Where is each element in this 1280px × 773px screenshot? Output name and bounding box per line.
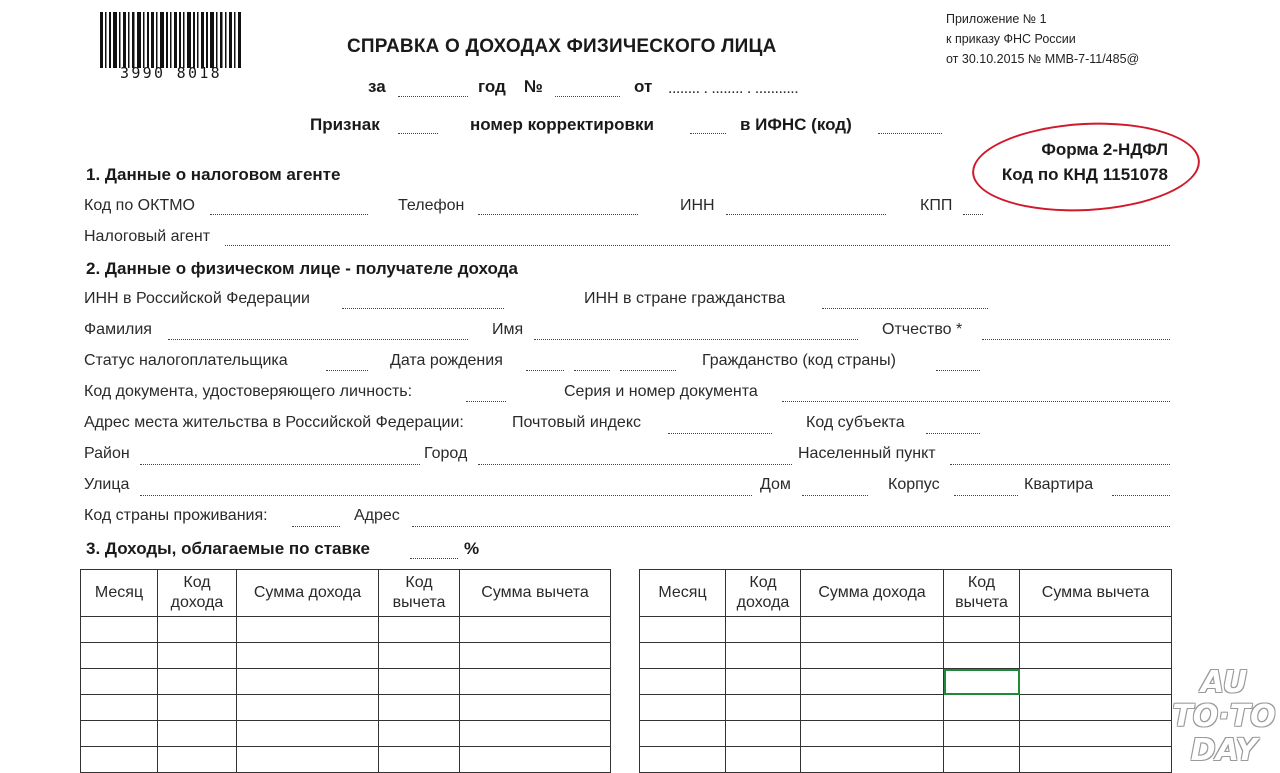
- label-street: Улица: [84, 476, 130, 493]
- table-header-row: [640, 570, 1172, 617]
- doc-series-field[interactable]: [782, 401, 1170, 402]
- table-cell[interactable]: [81, 617, 158, 643]
- table-row: [81, 617, 611, 643]
- col-header-deduction-sum: Сумма вычета: [1020, 570, 1172, 617]
- birth-day-field[interactable]: [526, 370, 564, 371]
- rate-field[interactable]: [410, 558, 458, 559]
- table-cell[interactable]: [379, 695, 460, 721]
- table-row: [640, 643, 1172, 669]
- col-header-month: Месяц: [81, 570, 158, 617]
- oktmo-field[interactable]: [210, 214, 368, 215]
- table-cell[interactable]: [460, 747, 611, 773]
- section-3-title: 3. Доходы, облагаемые по ставке: [86, 539, 370, 558]
- table-cell[interactable]: [81, 747, 158, 773]
- table-cell[interactable]: [726, 747, 801, 773]
- col-header-deduction-sum: Сумма вычета: [460, 570, 611, 617]
- table-cell[interactable]: [237, 721, 379, 747]
- label-birth-date: Дата рождения: [390, 352, 503, 369]
- label-status: Статус налогоплательщика: [84, 352, 288, 369]
- subject-code-field[interactable]: [926, 433, 980, 434]
- table-cell[interactable]: [1020, 721, 1172, 747]
- table-cell[interactable]: [379, 669, 460, 695]
- table-cell[interactable]: [460, 617, 611, 643]
- table-cell[interactable]: [81, 669, 158, 695]
- percent-sign: %: [464, 539, 480, 558]
- label-country-code: Код страны проживания:: [84, 507, 268, 524]
- citizenship-field[interactable]: [936, 370, 980, 371]
- kpp-field[interactable]: [963, 214, 983, 215]
- autotoday-watermark-logo: [1168, 666, 1280, 772]
- appendix-line-3: от 30.10.2015 № ММВ-7-11/485@: [946, 52, 1140, 66]
- table-cell[interactable]: [640, 695, 726, 721]
- barcode-digits: 3990 8018: [120, 64, 222, 82]
- table-cell[interactable]: [460, 643, 611, 669]
- label-ot: от: [634, 77, 653, 96]
- table-cell[interactable]: [801, 695, 944, 721]
- table-cell[interactable]: [379, 747, 460, 773]
- income-table-left: [80, 569, 611, 773]
- label-name: Имя: [492, 321, 524, 338]
- table-cell[interactable]: [640, 617, 726, 643]
- section-2-title: 2. Данные о физическом лице - получателе дохода: [86, 259, 518, 278]
- table-cell[interactable]: [801, 669, 944, 695]
- watermark-line-1: AU: [1200, 665, 1248, 700]
- table-cell[interactable]: [237, 695, 379, 721]
- phone-field[interactable]: [478, 214, 638, 215]
- table-cell[interactable]: [237, 643, 379, 669]
- number-field[interactable]: [555, 96, 620, 97]
- table-cell[interactable]: [81, 643, 158, 669]
- appendix-block: [946, 9, 1139, 69]
- priznak-field[interactable]: [398, 133, 438, 134]
- table-cell[interactable]: [237, 617, 379, 643]
- section-1-title: 1. Данные о налоговом агенте: [86, 165, 341, 184]
- table-cell[interactable]: [640, 747, 726, 773]
- city-field[interactable]: [478, 464, 792, 465]
- year-field[interactable]: [398, 96, 468, 97]
- label-inn-country: ИНН в стране гражданства: [584, 290, 786, 307]
- date-field[interactable]: ........ . ........ . ...........: [668, 80, 799, 97]
- table-header-row: [81, 570, 611, 617]
- col-header-income-code: Код дохода: [726, 570, 801, 617]
- table-cell[interactable]: [944, 617, 1020, 643]
- col-header-deduction-code: Код вычета: [379, 570, 460, 617]
- table-row: [81, 695, 611, 721]
- label-inn-agent: ИНН: [680, 197, 715, 214]
- watermark-line-2: TO·TO: [1172, 699, 1276, 734]
- table-cell[interactable]: [460, 669, 611, 695]
- table-cell[interactable]: [158, 721, 237, 747]
- postal-index-field[interactable]: [668, 433, 772, 434]
- label-inn-rf: ИНН в Российской Федерации: [84, 290, 310, 307]
- table-row: [81, 747, 611, 773]
- table-cell-selected[interactable]: [944, 669, 1020, 695]
- label-tax-agent: Налоговый агент: [84, 228, 211, 245]
- table-cell[interactable]: [944, 695, 1020, 721]
- table-cell[interactable]: [1020, 669, 1172, 695]
- barcode-image: [100, 12, 242, 68]
- form-code-line-1: Форма 2-НДФЛ: [1041, 140, 1168, 159]
- label-citizenship: Гражданство (код страны): [702, 352, 896, 369]
- street-field[interactable]: [140, 495, 752, 496]
- table-cell[interactable]: [379, 617, 460, 643]
- patronymic-field[interactable]: [982, 339, 1170, 340]
- table-cell[interactable]: [944, 721, 1020, 747]
- label-number: №: [524, 77, 543, 96]
- table-cell[interactable]: [726, 643, 801, 669]
- col-header-income-sum: Сумма дохода: [801, 570, 944, 617]
- table-cell[interactable]: [640, 643, 726, 669]
- label-postal-index: Почтовый индекс: [512, 414, 641, 431]
- table-cell[interactable]: [460, 695, 611, 721]
- name-field[interactable]: [534, 339, 858, 340]
- label-subject-code: Код субъекта: [806, 414, 905, 431]
- label-address-rf: Адрес места жительства в Российской Федерации:: [84, 414, 464, 431]
- label-oktmo: Код по ОКТМО: [84, 197, 195, 214]
- table-row: [640, 721, 1172, 747]
- appendix-line-2: к приказу ФНС России: [946, 32, 1076, 46]
- table-cell[interactable]: [237, 747, 379, 773]
- label-priznak: Признак: [310, 115, 380, 134]
- tax-agent-field[interactable]: [225, 245, 1170, 246]
- label-district: Район: [84, 445, 130, 462]
- table-cell[interactable]: [81, 695, 158, 721]
- table-cell[interactable]: [460, 721, 611, 747]
- table-row: [640, 695, 1172, 721]
- locality-field[interactable]: [950, 464, 1170, 465]
- table-cell[interactable]: [944, 747, 1020, 773]
- label-kpp: КПП: [920, 197, 953, 214]
- inn-rf-field[interactable]: [342, 308, 504, 309]
- document-title: СПРАВКА О ДОХОДАХ ФИЗИЧЕСКОГО ЛИЦА: [347, 36, 777, 57]
- table-cell[interactable]: [379, 643, 460, 669]
- label-city: Город: [424, 445, 468, 462]
- label-patronymic: Отчество *: [882, 321, 963, 338]
- table-cell[interactable]: [801, 721, 944, 747]
- doc-code-field[interactable]: [466, 401, 506, 402]
- label-surname: Фамилия: [84, 321, 152, 338]
- label-doc-code: Код документа, удостоверяющего личность:: [84, 383, 413, 400]
- col-header-month: Месяц: [640, 570, 726, 617]
- label-doc-series: Серия и номер документа: [564, 383, 758, 400]
- building-field[interactable]: [954, 495, 1018, 496]
- table-cell[interactable]: [726, 669, 801, 695]
- income-table-right: [639, 569, 1172, 773]
- table-row: [640, 747, 1172, 773]
- label-correction-number: номер корректировки: [470, 115, 654, 134]
- table-cell[interactable]: [81, 721, 158, 747]
- label-god: год: [478, 77, 506, 96]
- table-row: [640, 617, 1172, 643]
- table-cell[interactable]: [726, 695, 801, 721]
- birth-month-field[interactable]: [574, 370, 610, 371]
- table-cell[interactable]: [1020, 643, 1172, 669]
- address-field[interactable]: [412, 526, 1170, 527]
- table-cell[interactable]: [1020, 695, 1172, 721]
- form-code-block: [978, 137, 1168, 187]
- table-cell[interactable]: [640, 669, 726, 695]
- table-cell[interactable]: [158, 643, 237, 669]
- birth-year-field[interactable]: [620, 370, 676, 371]
- table-row: [640, 669, 1172, 695]
- watermark-line-3: DAY: [1190, 733, 1258, 768]
- table-row: [81, 643, 611, 669]
- table-row: [81, 721, 611, 747]
- surname-field[interactable]: [168, 339, 468, 340]
- house-field[interactable]: [802, 495, 868, 496]
- inn-country-field[interactable]: [822, 308, 988, 309]
- inn-agent-field[interactable]: [726, 214, 886, 215]
- ifns-code-field[interactable]: [878, 133, 942, 134]
- col-header-deduction-code: Код вычета: [944, 570, 1020, 617]
- status-field[interactable]: [326, 370, 368, 371]
- table-cell[interactable]: [640, 721, 726, 747]
- label-apartment: Квартира: [1024, 476, 1094, 493]
- label-house: Дом: [760, 476, 791, 493]
- col-header-income-code: Код дохода: [158, 570, 237, 617]
- table-cell[interactable]: [158, 617, 237, 643]
- table-cell[interactable]: [801, 617, 944, 643]
- table-cell[interactable]: [1020, 617, 1172, 643]
- label-za: за: [368, 77, 386, 96]
- label-locality: Населенный пункт: [798, 445, 936, 462]
- table-cell[interactable]: [726, 721, 801, 747]
- table-cell[interactable]: [801, 643, 944, 669]
- label-building: Корпус: [888, 476, 940, 493]
- table-cell[interactable]: [1020, 747, 1172, 773]
- table-cell[interactable]: [801, 747, 944, 773]
- correction-number-field[interactable]: [690, 133, 726, 134]
- table-cell[interactable]: [158, 669, 237, 695]
- country-code-field[interactable]: [292, 526, 340, 527]
- col-header-income-sum: Сумма дохода: [237, 570, 379, 617]
- table-cell[interactable]: [379, 721, 460, 747]
- appendix-line-1: Приложение № 1: [946, 12, 1047, 26]
- district-field[interactable]: [140, 464, 420, 465]
- table-cell[interactable]: [158, 695, 237, 721]
- table-cell[interactable]: [158, 747, 237, 773]
- table-cell[interactable]: [726, 617, 801, 643]
- table-row: [81, 669, 611, 695]
- label-phone: Телефон: [398, 197, 465, 214]
- table-cell[interactable]: [237, 669, 379, 695]
- table-cell[interactable]: [944, 643, 1020, 669]
- label-address: Адрес: [354, 507, 400, 524]
- apartment-field[interactable]: [1112, 495, 1170, 496]
- label-ifns-code: в ИФНС (код): [740, 115, 852, 134]
- form-code-line-2: Код по КНД 1151078: [1001, 165, 1168, 184]
